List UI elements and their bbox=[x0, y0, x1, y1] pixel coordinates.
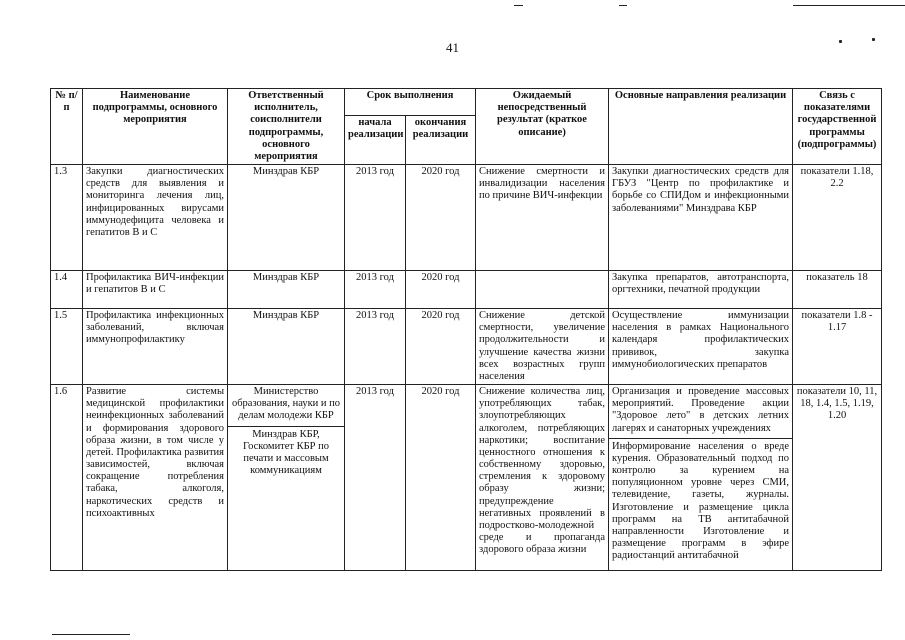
row-responsible-secondary: Минздрав КБР, Госкомитет КБР по печати и массовым коммуникациям bbox=[228, 426, 344, 478]
row-result bbox=[476, 385, 609, 571]
row-directions-primary: Организация и проведение массовых мероприятий. Проведение акции "Здоровое лето" в детских летних лагерях и санаторных учреждениях bbox=[612, 386, 790, 434]
table-row bbox=[51, 271, 882, 309]
row-name: Профилактика ВИЧ-инфекции и гепатитов В и С bbox=[83, 271, 228, 309]
scan-speck bbox=[839, 40, 842, 43]
header-end: окончания реализации bbox=[406, 116, 476, 165]
row-num: 1.4 bbox=[51, 271, 83, 309]
row-directions: Осуществление иммунизации населения в рамках Национального календаря профилактических прививок, закупка иммунобиологических препаратов bbox=[609, 309, 793, 385]
table-row bbox=[51, 385, 882, 571]
row-start: 2013 год bbox=[345, 385, 406, 571]
row-name-text: Развитие системы медицинской профилактики неинфекционных заболеваний и формирования здорового образа жизни, в том числе у детей. Профилактика развития зависимостей, включая сокращение потребления табака, алкоголя, наркотических средств и психоактивных bbox=[86, 386, 224, 519]
row-name bbox=[83, 385, 228, 571]
row-responsible-primary: Министерство образования, науки и по делам молодежи КБР bbox=[231, 386, 341, 422]
header-num: № п/п bbox=[51, 89, 83, 165]
row-name: Закупки диагностических средств для выявления и мониторинга лечения лиц, инфицированных вирусами иммунодефицита человека и гепатитов В и С bbox=[83, 165, 228, 271]
row-end: 2020 год bbox=[406, 309, 476, 385]
scan-mark bbox=[514, 5, 523, 6]
table-row bbox=[51, 309, 882, 385]
header-term: Срок выполнения bbox=[345, 89, 476, 116]
row-num: 1.3 bbox=[51, 165, 83, 271]
row-directions-secondary: Информирование населения о вреде курения. Образовательный подход по контролю за курением на популяционном уровне через СМИ, телевидение, газеты, журналы. Изготовление и размещение цикла программ на ТВ антитабачной направленности Изготовление и размещение программ в эфире радиостанций антитабачной bbox=[609, 438, 792, 553]
row-end: 2020 год bbox=[406, 385, 476, 571]
row-num: 1.6 bbox=[51, 385, 83, 571]
row-link: показатели 10, 11, 18, 1.4, 1.5, 1.19, 1.20 bbox=[793, 385, 882, 571]
program-table bbox=[50, 88, 882, 571]
row-start: 2013 год bbox=[345, 165, 406, 271]
header-start: начала реализации bbox=[345, 116, 406, 165]
header-name: Наименование подпрограммы, основного мероприятия bbox=[83, 89, 228, 165]
row-name: Профилактика инфекционных заболеваний, включая иммунопрофилактику bbox=[83, 309, 228, 385]
row-directions: Закупка препаратов, автотранспорта, оргтехники, печатной продукции bbox=[609, 271, 793, 309]
row-link: показатель 18 bbox=[793, 271, 882, 309]
row-responsible: Минздрав КБР bbox=[228, 309, 345, 385]
row-end: 2020 год bbox=[406, 165, 476, 271]
row-link: показатели 1.8 - 1.17 bbox=[793, 309, 882, 385]
row-responsible: Минздрав КБР bbox=[228, 271, 345, 309]
header-directions: Основные направления реализации bbox=[609, 89, 793, 165]
header-link: Связь с показателями государственной программы (подпрограммы) bbox=[793, 89, 882, 165]
scan-mark bbox=[793, 5, 905, 6]
row-result bbox=[476, 271, 609, 309]
row-directions: Закупки диагностических средств для ГБУЗ "Центр по профилактике и борьбе со СПИДом и инфекционными заболеваниями" Минздрава КБР bbox=[609, 165, 793, 271]
row-directions bbox=[609, 385, 793, 571]
row-end: 2020 год bbox=[406, 271, 476, 309]
row-num: 1.5 bbox=[51, 309, 83, 385]
row-link: показатели 1.18, 2.2 bbox=[793, 165, 882, 271]
row-result-text: Снижение количества лиц, употребляющих табак, злоупотребляющих алкоголем, потребляющих наркотики; воспитание ценностного отношения к собственному здоровью, стремления к здоровому образу жизни; предупреждение негативных проявлений в подростково-молодежной среде и пропаганда здорового образа жизни bbox=[479, 386, 606, 556]
row-responsible: Минздрав КБР bbox=[228, 165, 345, 271]
header-responsible: Ответственный исполнитель, соисполнители подпрограммы, основного мероприятия bbox=[228, 89, 345, 165]
row-result: Снижение детской смертности, увеличение продолжительности и улучшение качества жизни всех возрастных групп населения bbox=[476, 309, 609, 385]
scan-speck bbox=[872, 38, 875, 41]
row-start: 2013 год bbox=[345, 271, 406, 309]
page-number: 41 bbox=[446, 40, 459, 55]
row-start: 2013 год bbox=[345, 309, 406, 385]
footnote-line bbox=[52, 634, 130, 635]
scan-mark bbox=[619, 5, 627, 6]
table-row bbox=[51, 165, 882, 271]
row-responsible bbox=[228, 385, 345, 571]
row-result: Снижение смертности и инвалидизации населения по причине ВИЧ-инфекции bbox=[476, 165, 609, 271]
header-result: Ожидаемый непосредственный результат (краткое описание) bbox=[476, 89, 609, 165]
header-row bbox=[51, 89, 882, 116]
